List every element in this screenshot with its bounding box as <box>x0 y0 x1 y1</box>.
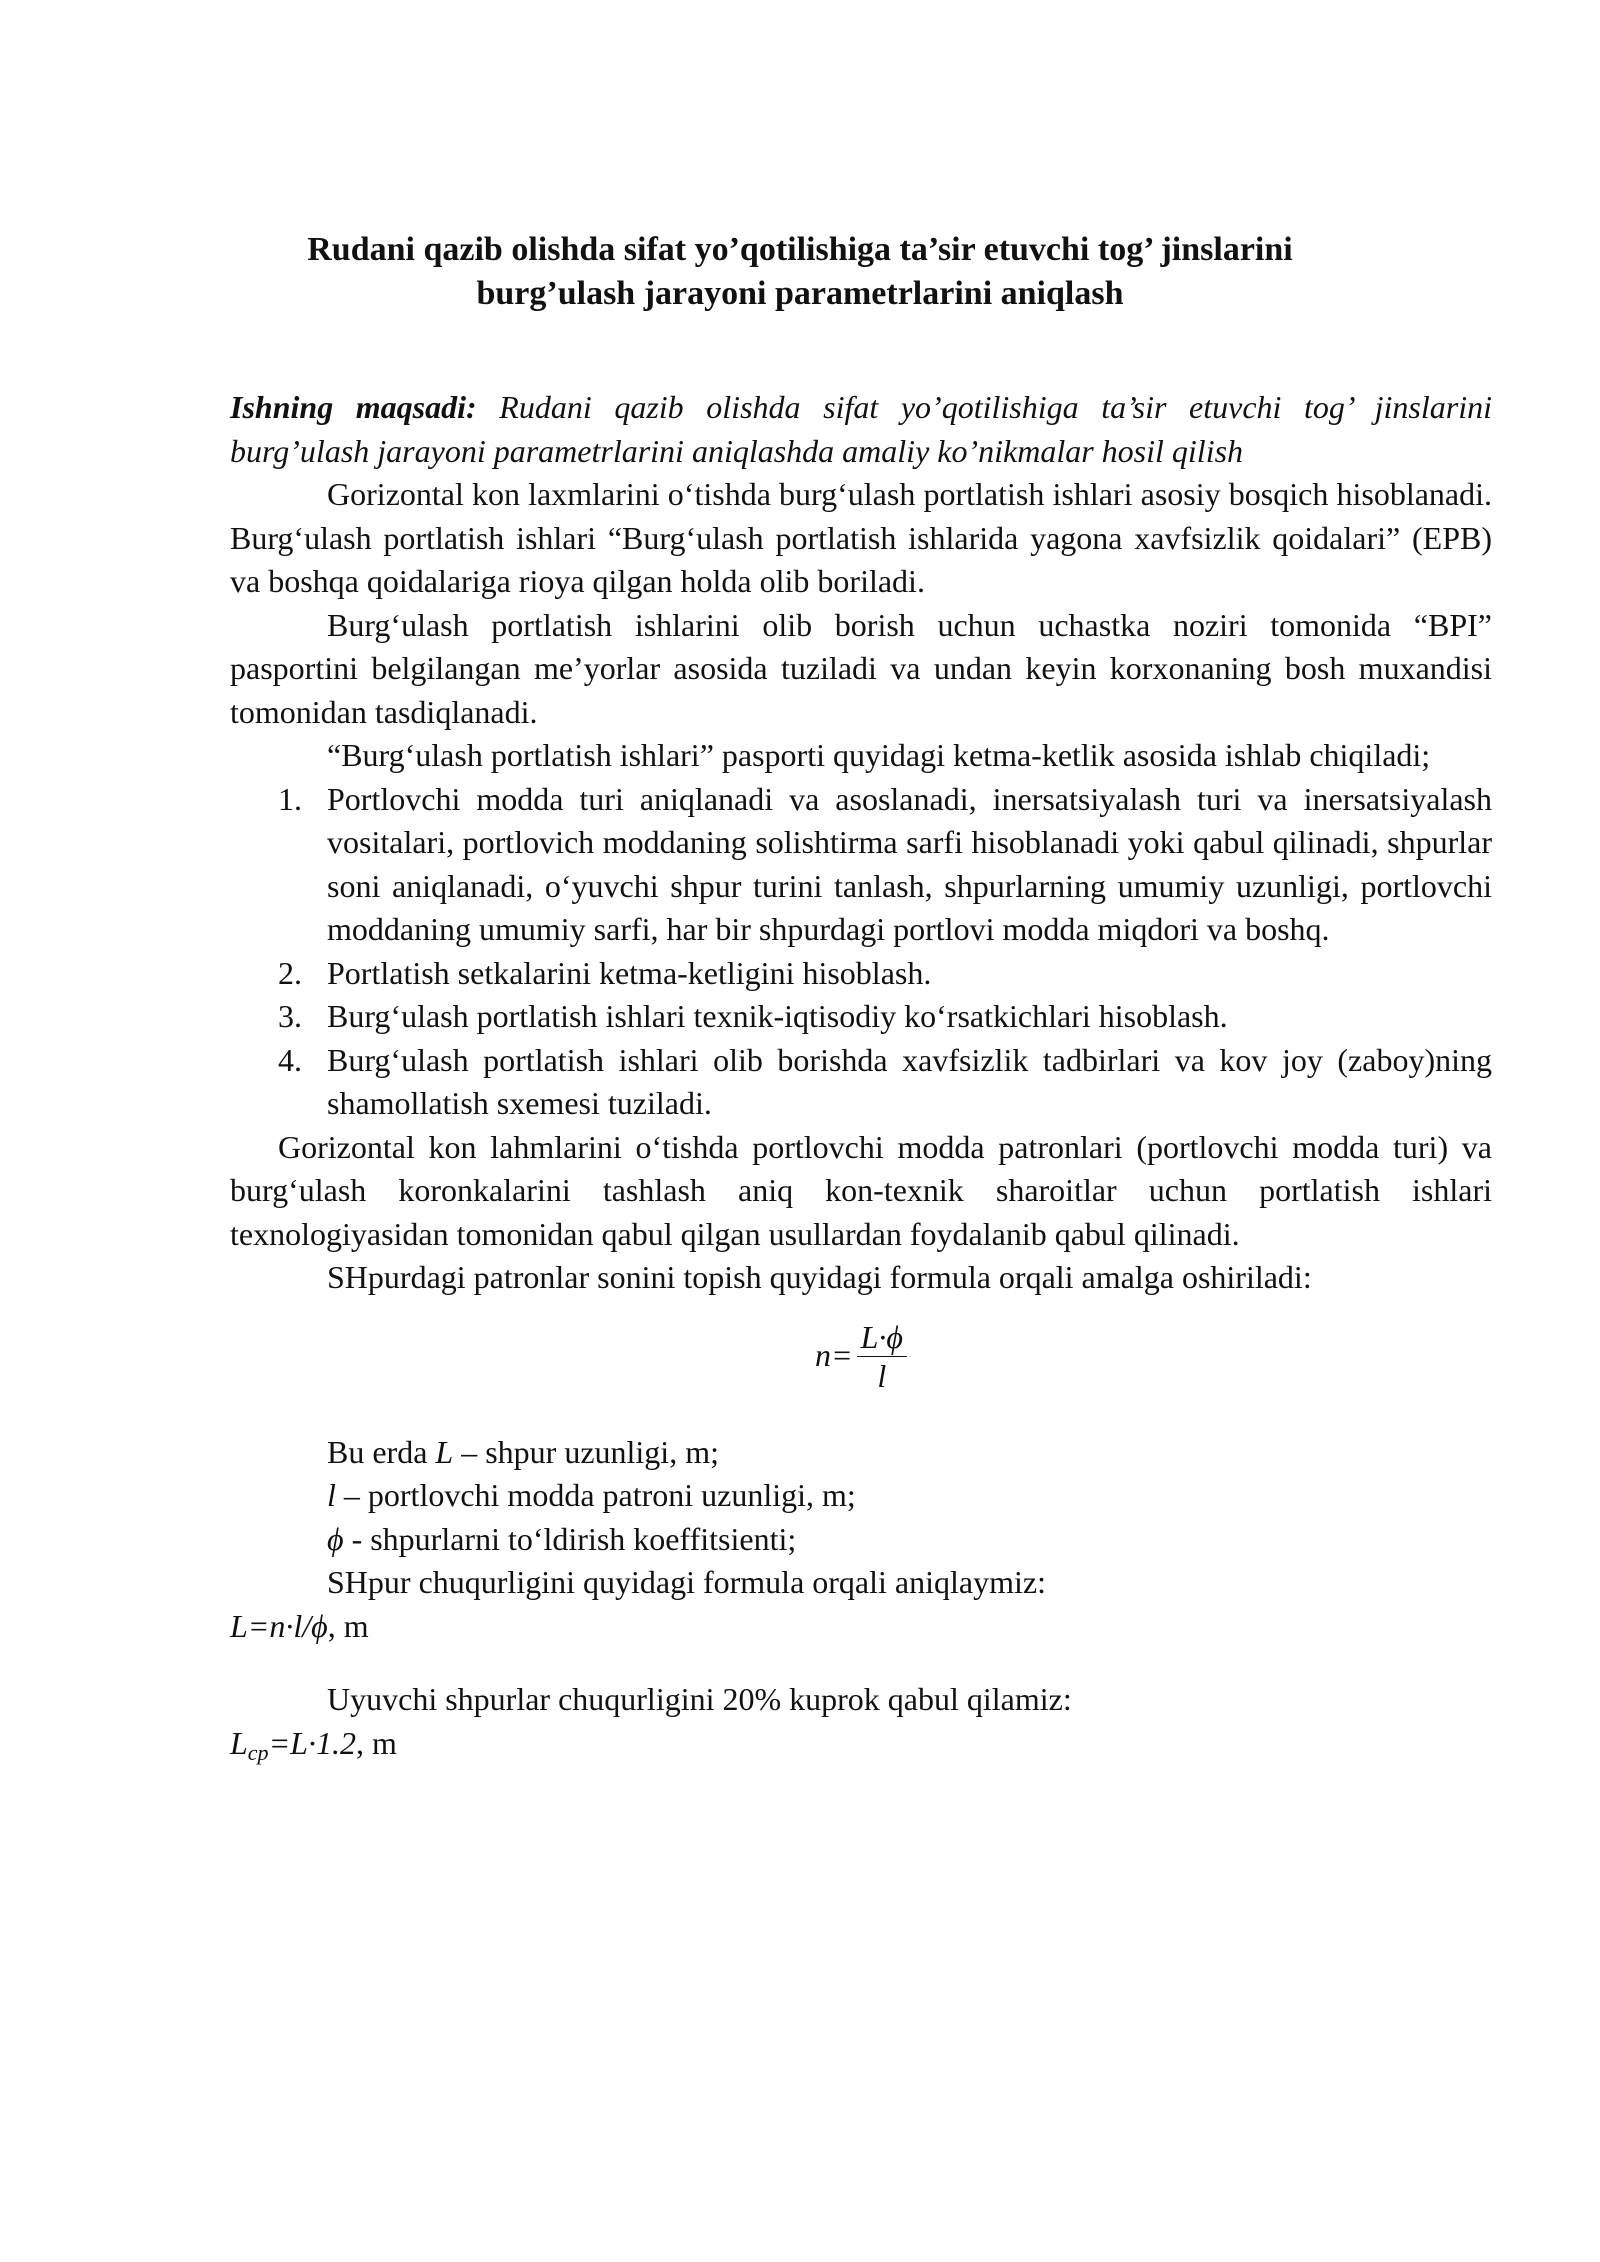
definition-3 <box>327 1518 1492 1562</box>
definition-2-text: – portlovchi modda patroni uzunligi, m; <box>335 1477 856 1513</box>
paragraph-2: Burg‘ulash portlatish ishlarini olib borish uchun uchastka noziri tomonida “BPI” pasportini belgilangan me’yorlar asosida tuziladi va undan keyin korxonaning bosh muxandisi tomonidan tasdiqlanadi. <box>230 606 1492 730</box>
paragraph-4: Gorizontal kon lahmlarini o‘tishda portlovchi modda patronlari (portlovchi modda turi) va burg‘ulash koronkalarini tashlash aniq kon-texnik sharoitlar uchun portlatish ishlari texnologiyasidan tomonidan qabul qilgan usullardan foydalanib qabul qilinadi. <box>230 1128 1492 1252</box>
document-body <box>230 386 1492 1774</box>
document-title <box>230 228 1370 316</box>
formula-3-rest: =L·1.2 <box>268 1724 356 1761</box>
fraction-denominator: l <box>877 1357 887 1394</box>
list-item-text: Burg‘ulash portlatish ishlari olib borishda xavfsizlik tadbirlari va kov joy (zaboy)ning shamollatish sxemesi tuziladi. <box>327 1041 1492 1121</box>
list-item-text: Portlatish setkalarini ketma-ketligini hisoblash. <box>327 954 932 991</box>
definition-3-text: - shpurlarni to‘ldirish koeffitsienti; <box>343 1520 797 1557</box>
formula-3-base: L <box>230 1724 248 1761</box>
fraction <box>857 1318 907 1395</box>
list-item-text: Burg‘ulash portlatish ishlari texnik-iqtisodiy ko‘rsatkichlari hisoblash. <box>327 998 1228 1034</box>
paragraph-1: Gorizontal kon laxmlarini o‘tishda burg‘ulash portlatish ishlari asosiy bosqich hisoblanadi. Burg‘ulash portlatish ishlari “Burg‘ulash portlatish ishlarida yagona xavfsizlik qoidalari” (EPB) va boshqa qoidalariga rioya qilgan holda olib boriladi. <box>230 476 1492 599</box>
title-line-2: burg’ulash jarayoni parametrlarini aniqlash <box>476 275 1124 312</box>
symbol-L: L <box>435 1433 454 1470</box>
definition-2 <box>327 1474 1492 1518</box>
list-item-number: 4. <box>278 1041 302 1078</box>
formula-cut-depth <box>230 1722 1492 1775</box>
list-item <box>230 995 1492 1039</box>
list-item-number: 2. <box>278 954 302 991</box>
formula-1 <box>815 1318 907 1395</box>
formula-3-unit: , m <box>355 1724 397 1761</box>
list-item <box>230 1039 1492 1126</box>
title-line-1: Rudani qazib olishda sifat yo’qotilishiga ta’sir etuvchi tog’ jinslarini <box>307 231 1293 268</box>
symbol-phi: ϕ <box>327 1520 344 1557</box>
paragraph-after: Uyuvchi shpurlar chuqurligini 20% kuprok qabul qilamiz: <box>327 1681 1072 1717</box>
definition-prefix: Bu erda <box>327 1433 436 1470</box>
list-item-number: 1. <box>278 780 302 817</box>
formula-depth <box>230 1605 1492 1649</box>
steps-list <box>230 778 1492 1126</box>
list-item-text: Portlovchi modda turi aniqlanadi va asoslanadi, inersatsiyalash turi va inersatsiyalash vositalari, portlovich moddaning solishtirma sarfi hisoblanadi yoki qabul qilinadi, shpurlar soni aniqlanadi, o‘yuvchi shpur turini tanlash, shpurlarning umumiy uzunligi, portlovchi moddaning umumiy sarfi, har bir shpurdagi portlovi modda miqdori va boshq. <box>327 780 1492 947</box>
formula-2-expr: L=n·l/ϕ <box>230 1607 328 1644</box>
symbol-l: l <box>327 1477 336 1513</box>
goal-label: Ishning maqsadi: <box>230 389 477 425</box>
fraction-numerator: L·ϕ <box>857 1318 907 1357</box>
list-item <box>230 778 1492 952</box>
formula-3-sub: cp <box>247 1739 269 1765</box>
definition-1 <box>327 1431 1492 1475</box>
formula-2-unit: , m <box>327 1607 369 1644</box>
formula-1-lhs: n= <box>815 1337 853 1374</box>
list-item <box>230 952 1492 996</box>
goal-text: Rudani qazib olishda sifat yo’qotilishiga ta’sir etuvchi tog’ jinslarini burg’ulash jarayoni parametrlarini aniqlashda amaliy ko’nikmalar hosil qilish <box>230 389 1493 469</box>
list-item-number: 3. <box>278 998 302 1034</box>
goal-paragraph <box>230 386 1492 473</box>
paragraph-3: “Burg‘ulash portlatish ishlari” pasporti quyidagi ketma-ketlik asosida ishlab chiqiladi; <box>327 737 1431 773</box>
formula-patron-count <box>230 1318 1492 1395</box>
definition-4: SHpur chuqurligini quyidagi formula orqali aniqlaymiz: <box>327 1564 1046 1600</box>
definitions <box>230 1431 1492 1605</box>
paragraph-5: SHpurdagi patronlar sonini topish quyidagi formula orqali amalga oshiriladi: <box>327 1259 1312 1295</box>
definition-1-text: – shpur uzunligi, m; <box>453 1433 719 1470</box>
